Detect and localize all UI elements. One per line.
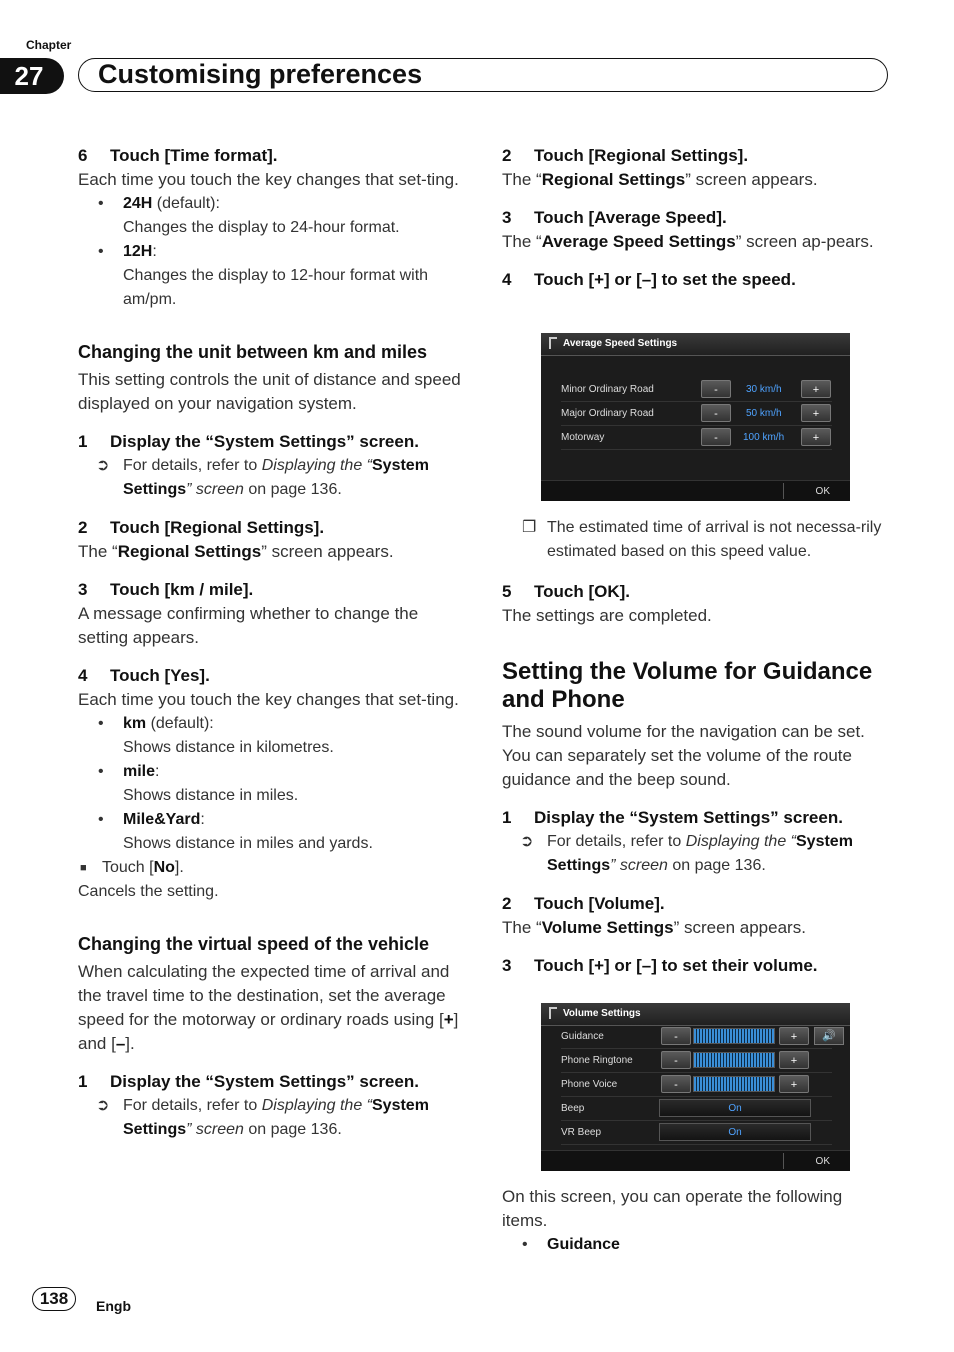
- list-item: • 12H:: [98, 243, 157, 260]
- speed-row: Motorway - 100 km/h +: [561, 427, 832, 450]
- checkbox-note-icon: ❐: [522, 519, 537, 536]
- divider: [783, 483, 784, 499]
- page-title: Customising preferences: [98, 59, 423, 89]
- paragraph: The “Regional Settings” screen appears.: [502, 170, 818, 189]
- arrow-icon: ➲: [96, 1097, 110, 1114]
- step-title: Display the “System Settings” screen.: [110, 432, 419, 451]
- volume-meter[interactable]: [693, 1028, 775, 1044]
- list-item-desc: Shows distance in miles.: [123, 787, 299, 804]
- paragraph: Cancels the setting.: [78, 883, 219, 900]
- step-title: Touch [+] or [–] to set the speed.: [534, 270, 796, 289]
- minus-button[interactable]: -: [661, 1027, 691, 1045]
- language-code: Engb: [96, 1298, 131, 1314]
- speaker-icon[interactable]: 🔊: [814, 1027, 844, 1045]
- footer-bar: [541, 1150, 850, 1171]
- plus-button[interactable]: +: [779, 1027, 809, 1045]
- plus-button[interactable]: +: [779, 1075, 809, 1093]
- paragraph: On this screen, you can operate the following items.: [502, 1187, 843, 1230]
- chapter-label: Chapter: [26, 38, 72, 52]
- beep-toggle[interactable]: On: [659, 1099, 811, 1117]
- speed-row: Minor Ordinary Road - 30 km/h +: [561, 379, 832, 402]
- section-heading: Changing the unit between km and miles: [78, 342, 428, 362]
- arrow-icon: ➲: [520, 833, 534, 850]
- plus-button[interactable]: +: [801, 404, 831, 422]
- section-heading: Changing the virtual speed of the vehicle: [78, 934, 430, 954]
- step-title: Touch [Regional Settings].: [110, 518, 325, 537]
- paragraph: This setting controls the unit of distance and speed displayed on your navigation system.: [78, 370, 461, 413]
- right-column-end: [502, 1185, 892, 1257]
- list-item: • Mile&Yard:: [98, 811, 205, 828]
- speed-value: 50 km/h: [746, 408, 782, 419]
- step-title: Display the “System Settings” screen.: [110, 1072, 419, 1091]
- speed-value: 100 km/h: [743, 432, 785, 443]
- minus-button[interactable]: -: [661, 1075, 691, 1093]
- list-item-desc: Shows distance in miles and yards.: [123, 835, 373, 852]
- section-heading: Setting the Volume for Guidance and Phone: [502, 658, 873, 713]
- arrow-icon: ➲: [96, 457, 110, 474]
- paragraph: Each time you touch the key changes that set-ting.: [78, 170, 459, 189]
- right-column: 2 Touch [Regional Settings]. The “Regional Settings” screen appears. 3 Touch [Average Speed]. The “Average Speed Settings” screen ap-pears. 4 Touch [+] or [–] to set the speed.: [502, 130, 892, 292]
- list-item-desc: Shows distance in kilometres.: [123, 739, 334, 756]
- screen-header: Average Speed Settings: [541, 333, 850, 356]
- vr-beep-row: VR Beep On: [561, 1122, 832, 1145]
- list-item: • mile:: [98, 763, 160, 780]
- footer-bar: [541, 480, 850, 501]
- plus-button[interactable]: +: [779, 1051, 809, 1069]
- volume-row: Guidance - + 🔊: [561, 1026, 832, 1049]
- paragraph: The “Volume Settings” screen appears.: [502, 918, 806, 937]
- vr-beep-toggle[interactable]: On: [659, 1123, 811, 1141]
- step-title: Touch [Time format].: [110, 146, 278, 165]
- ok-button[interactable]: OK: [815, 1156, 830, 1167]
- ok-button[interactable]: OK: [815, 486, 830, 497]
- divider: [783, 1153, 784, 1169]
- pioneer-logo-icon: [549, 337, 557, 349]
- volume-meter[interactable]: [693, 1076, 775, 1092]
- plus-button[interactable]: +: [801, 428, 831, 446]
- note: ❐ The estimated time of arrival is not necessa-rily estimated based on this speed value.: [502, 516, 894, 564]
- plus-button[interactable]: +: [801, 380, 831, 398]
- list-item: • Guidance: [522, 1236, 620, 1253]
- speed-row: Major Ordinary Road - 50 km/h +: [561, 403, 832, 426]
- square-bullet-icon: ■: [80, 862, 87, 874]
- page-number: 138: [32, 1287, 76, 1311]
- minus-button[interactable]: -: [661, 1051, 691, 1069]
- list-item: ■ Touch [No].: [78, 856, 468, 880]
- screen-header: Volume Settings: [541, 1003, 850, 1026]
- list-item-desc: Changes the display to 24-hour format.: [123, 219, 400, 236]
- step-title: Touch [Regional Settings].: [534, 146, 749, 165]
- speed-value: 30 km/h: [746, 384, 782, 395]
- step-title: Touch [OK].: [534, 582, 630, 601]
- minus-button[interactable]: -: [701, 380, 731, 398]
- step-title: Display the “System Settings” screen.: [534, 808, 843, 827]
- paragraph: The sound volume for the navigation can be set. You can separately set the volume of the route guidance and the beep sound.: [502, 722, 865, 789]
- left-column: 6 Touch [Time format]. Each time you touch the key changes that set-ting. • 24H (default): Changes the display to 24-hour format. • 12H: Changes the display to 12-hour format with am/pm. Changing the unit between km and miles This setting controls the unit of distance and speed displayed on your navigation system. 1 Display the “System Settings” screen. ➲ For details, refer to Displaying the “System Settings” screen on page 136. 2 Touch [Regional Settings]. The “Regional Settings” screen appears. 3 Touch [km / mile]. A message confirming whether to change the setting appears. 4 Touch [Yes]. Each time you touch the key changes that set-ting. • km (default): Shows distance in kilometres. • mile: Shows distance in miles. • Mile&Yard: Shows distance in miles and yards. ■ Touch [No]. Cancels the setting. Changing the virtual speed of the vehicle When calculating the expected time of arrival and the travel time to the destination, set the average speed for the motorway or ordinary roads using [+] and [–]. 1 Display the “System Settings” screen. ➲ For details, refer to Displaying the “System Settings” screen on page 136.: [78, 130, 468, 1142]
- cross-reference: ➲ For details, refer to Displaying the “System Settings” screen on page 136.: [78, 454, 468, 502]
- paragraph: Each time you touch the key changes that set-ting.: [78, 690, 459, 709]
- paragraph: The “Regional Settings” screen appears.: [78, 542, 394, 561]
- paragraph: The settings are completed.: [502, 606, 712, 625]
- volume-row: Phone Ringtone - +: [561, 1050, 832, 1073]
- volume-meter[interactable]: [693, 1052, 775, 1068]
- paragraph: The “Average Speed Settings” screen ap-pears.: [502, 232, 874, 251]
- list-item: • 24H (default):: [98, 195, 220, 212]
- average-speed-screen: [541, 333, 850, 501]
- volume-settings-screen: [541, 1003, 850, 1171]
- step-title: Touch [Volume].: [534, 894, 665, 913]
- right-column-lower: ❐ The estimated time of arrival is not necessa-rily estimated based on this speed value. 5 Touch [OK]. The settings are completed. Setting the Volume for Guidance and Phone The sound volume for the navigation can be set. You can separately set the volume of the route guidance and the beep sound. 1 Display the “System Settings” screen. ➲ For details, refer to Displaying the “System Settings” screen on page 136. 2 Touch [Volume]. The “Volume Settings” screen appears. 3 Touch [+] or [–] to set their volume.: [502, 516, 894, 978]
- step-title: Touch [km / mile].: [110, 580, 254, 599]
- volume-row: Phone Voice - +: [561, 1074, 832, 1097]
- paragraph: A message confirming whether to change the setting appears.: [78, 604, 419, 647]
- step-title: Touch [Yes].: [110, 666, 210, 685]
- step-title: Touch [+] or [–] to set their volume.: [534, 956, 818, 975]
- paragraph: When calculating the expected time of arrival and the travel time to the destination, set the average speed for the motorway or ordinary roads using [+] and [–].: [78, 962, 459, 1053]
- cross-reference: ➲ For details, refer to Displaying the “System Settings” screen on page 136.: [502, 830, 894, 878]
- pioneer-logo-icon: [549, 1007, 557, 1019]
- cross-reference: ➲ For details, refer to Displaying the “System Settings” screen on page 136.: [78, 1094, 468, 1142]
- list-item-desc: Changes the display to 12-hour format with am/pm.: [123, 267, 429, 308]
- minus-button[interactable]: -: [701, 428, 731, 446]
- minus-button[interactable]: -: [701, 404, 731, 422]
- chapter-number: 27: [0, 58, 64, 94]
- beep-row: Beep On: [561, 1098, 832, 1121]
- list-item: • km (default):: [98, 715, 214, 732]
- step-title: Touch [Average Speed].: [534, 208, 727, 227]
